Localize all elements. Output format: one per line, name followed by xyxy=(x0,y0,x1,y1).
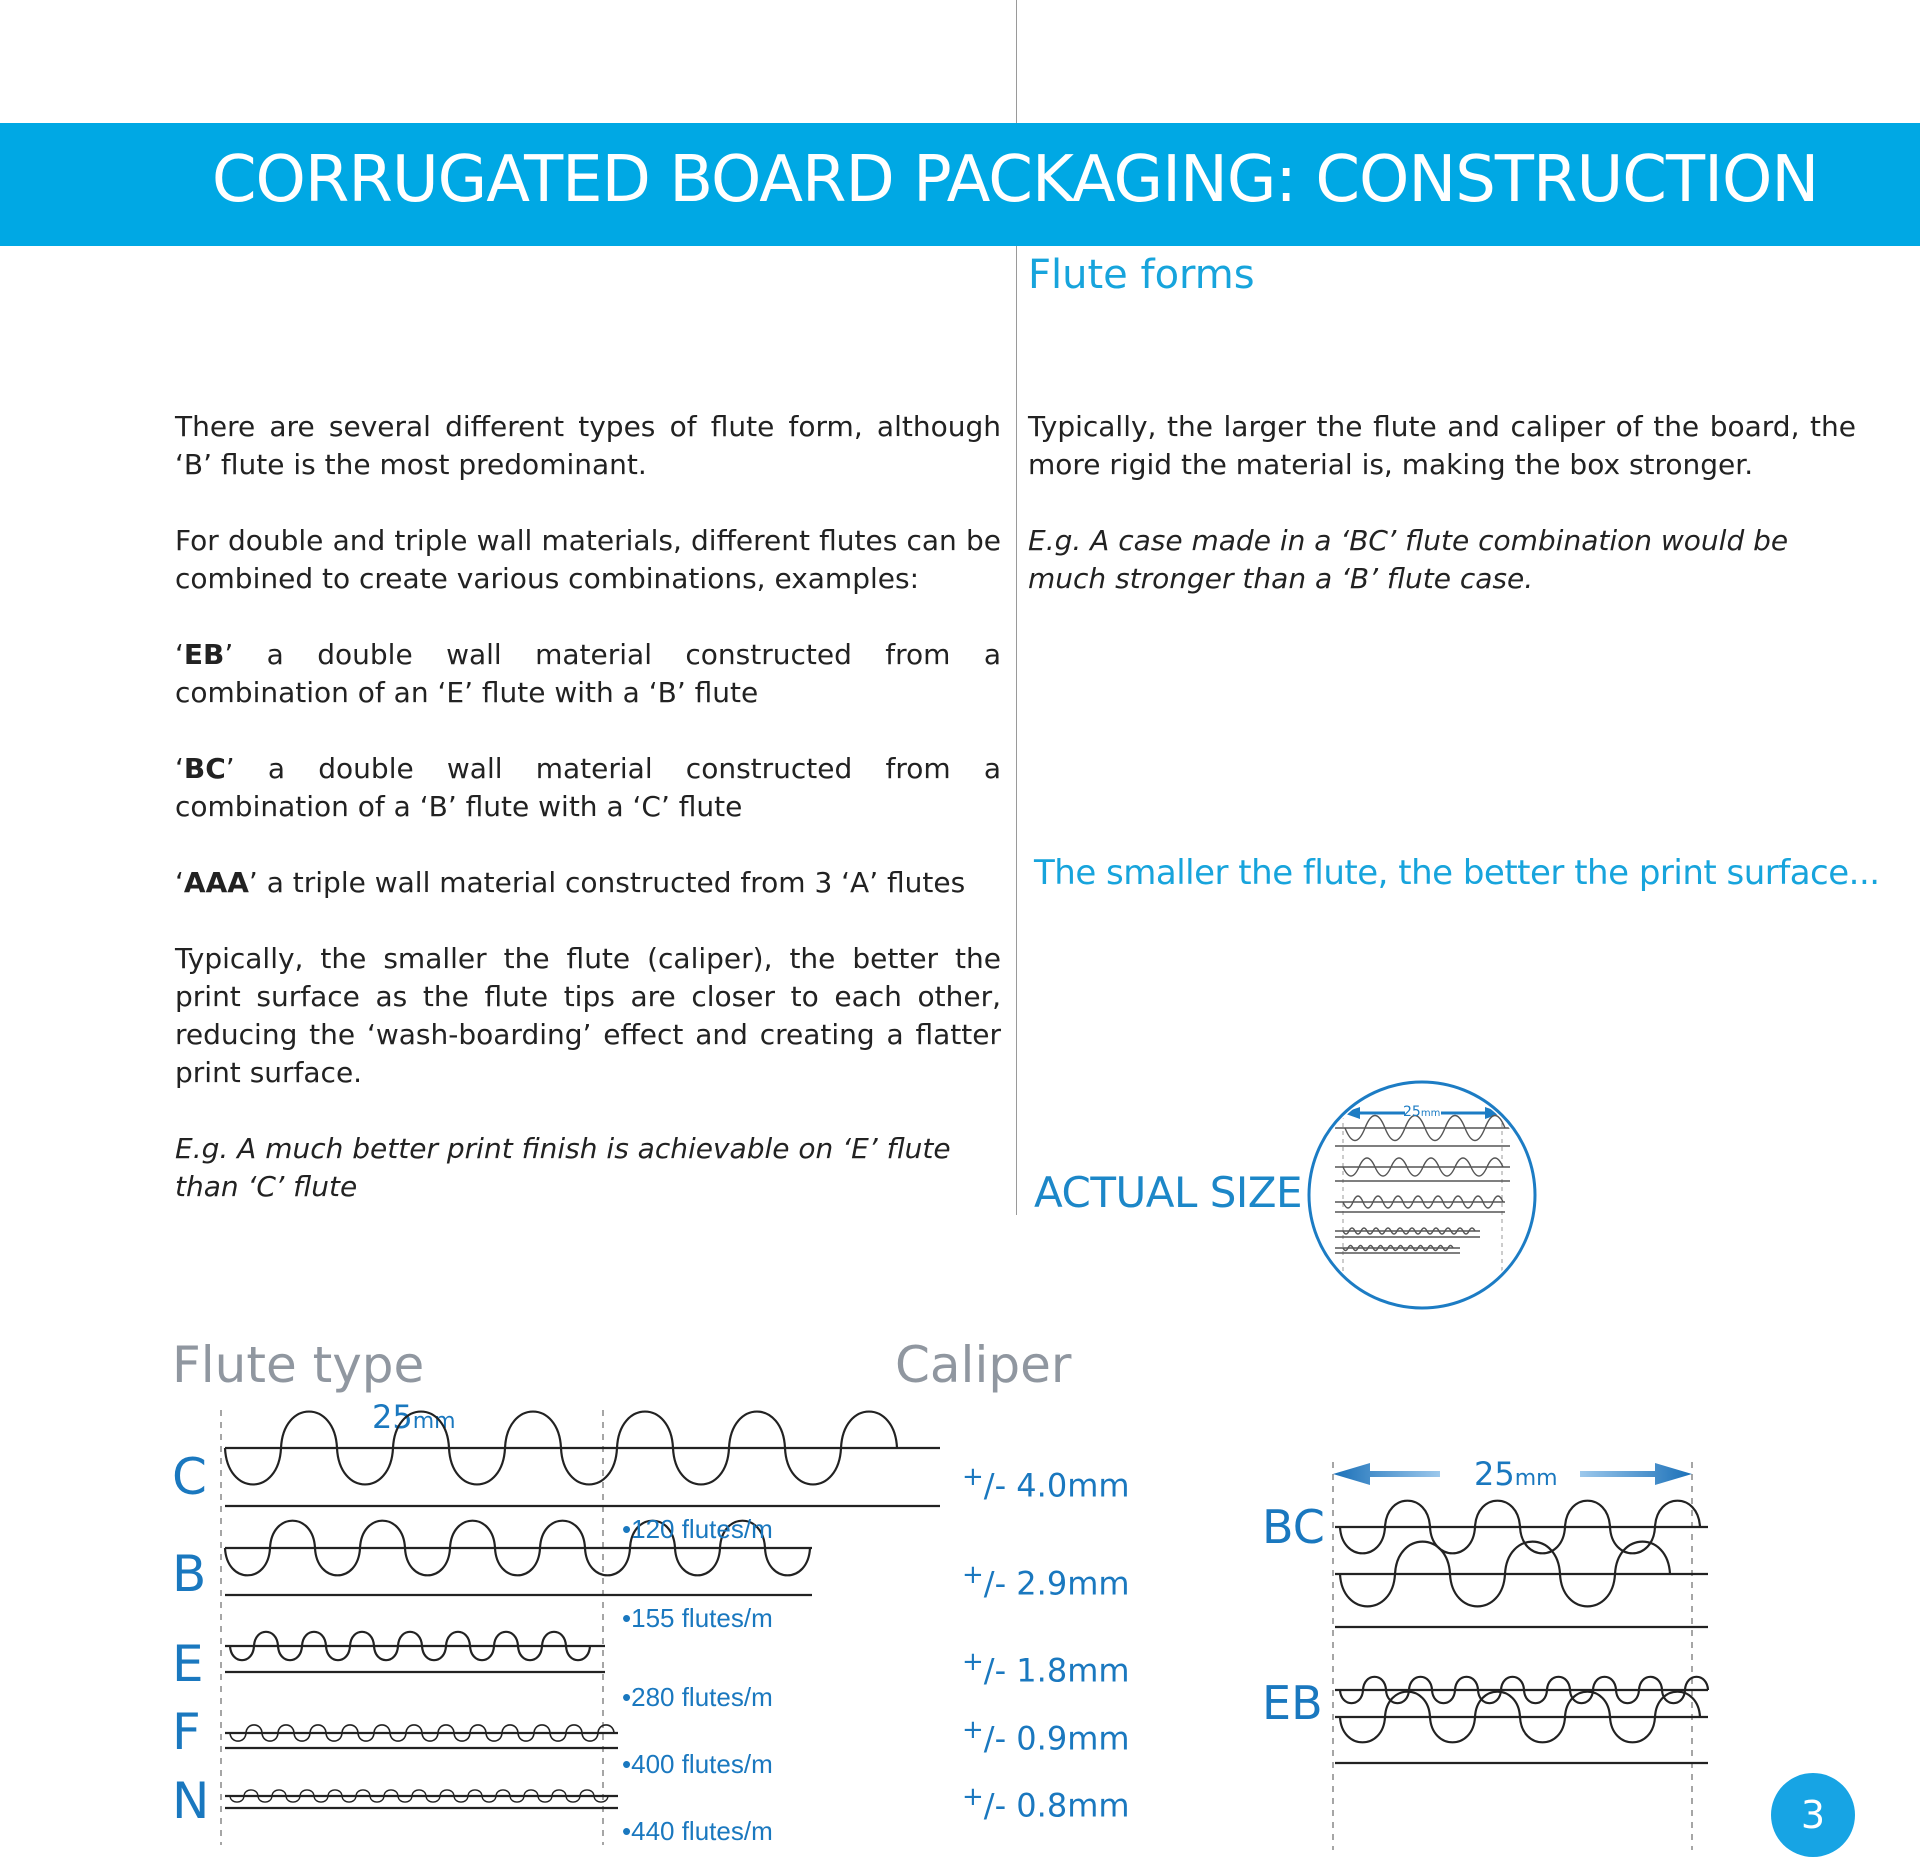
flute-letter-e: E xyxy=(172,1635,204,1693)
paragraph: For double and triple wall materials, different flutes can be combined to create various combinations, examples: xyxy=(175,524,1001,595)
example-paragraph: E.g. A much better print finish is achievable on ‘E’ flute than ‘C’ flute xyxy=(175,1132,951,1203)
tagline: The smaller the flute, the better the print surface... xyxy=(1034,853,1880,893)
page-title: CORRUGATED BOARD PACKAGING: CONSTRUCTION xyxy=(211,143,1819,217)
flute-count-f: •400 flutes/m xyxy=(622,1749,773,1779)
actual-size-label: ACTUAL SIZE xyxy=(1034,1168,1303,1217)
flute-letter-n: N xyxy=(172,1772,210,1830)
caliper-b: +/- 2.9mm xyxy=(962,1560,1130,1603)
flute-count-n: •440 flutes/m xyxy=(622,1816,773,1846)
bc-definition: ‘BC’ a double wall material constructed from a combination of a ‘B’ flute with a ‘C’ flute xyxy=(175,752,1001,823)
actual-size-scale: 25mm xyxy=(1403,1104,1441,1120)
flute-count-c: •120 flutes/m xyxy=(622,1514,773,1544)
combination-scale-label: 25mm xyxy=(1474,1455,1558,1493)
combination-code-bc: BC xyxy=(1262,1500,1325,1554)
eb-definition: ‘EB’ a double wall material constructed from a combination of an ‘E’ flute with a ‘B’ flute xyxy=(175,638,1001,709)
aaa-code: AAA xyxy=(183,866,249,899)
flute-scale-label: 25mm xyxy=(372,1398,456,1436)
paragraph: Typically, the smaller the flute (caliper), the better the print surface as the flute tips are closer to each other, reducing the ‘wash-boarding’ effect and creating a flatter print surface. xyxy=(175,942,1001,1089)
paragraph: Typically, the larger the flute and caliper of the board, the more rigid the material is, making the box stronger. xyxy=(1028,410,1856,481)
bc-code: BC xyxy=(183,752,226,785)
flute-letter-b: B xyxy=(172,1545,207,1603)
example-paragraph: E.g. A case made in a ‘BC’ flute combination would be much stronger than a ‘B’ flute case. xyxy=(1028,524,1789,595)
flute-letter-f: F xyxy=(172,1703,201,1761)
combination-code-eb: EB xyxy=(1262,1676,1323,1730)
flute-count-b: •155 flutes/m xyxy=(622,1603,773,1633)
caliper-n: +/- 0.8mm xyxy=(962,1782,1130,1825)
caliper-c: +/- 4.0mm xyxy=(962,1462,1130,1505)
caliper-f: +/- 0.9mm xyxy=(962,1715,1130,1758)
bc-text: ’ a double wall material constructed from a combination of a ‘B’ flute with a ‘C’ flute xyxy=(175,752,1001,823)
aaa-text: ’ a triple wall material constructed from 3 ‘A’ flutes xyxy=(248,866,966,899)
page-number: 3 xyxy=(1771,1773,1855,1857)
flute-type-heading: Flute type xyxy=(172,1336,425,1394)
flute-letter-c: C xyxy=(172,1448,207,1506)
paragraph: There are several different types of flute form, although ‘B’ flute is the most predominant. xyxy=(175,410,1001,481)
caliper-e: +/- 1.8mm xyxy=(962,1647,1130,1690)
flute-forms-heading: Flute forms xyxy=(1028,252,1255,298)
eb-code: EB xyxy=(183,638,225,671)
caliper-heading: Caliper xyxy=(895,1336,1072,1394)
eb-text: ’ a double wall material constructed from a combination of an ‘E’ flute with a ‘B’ flute xyxy=(175,638,1001,709)
flute-count-e: •280 flutes/m xyxy=(622,1682,773,1712)
aaa-definition: ‘AAA’ a triple wall material constructed from 3 ‘A’ flutes xyxy=(175,866,966,899)
